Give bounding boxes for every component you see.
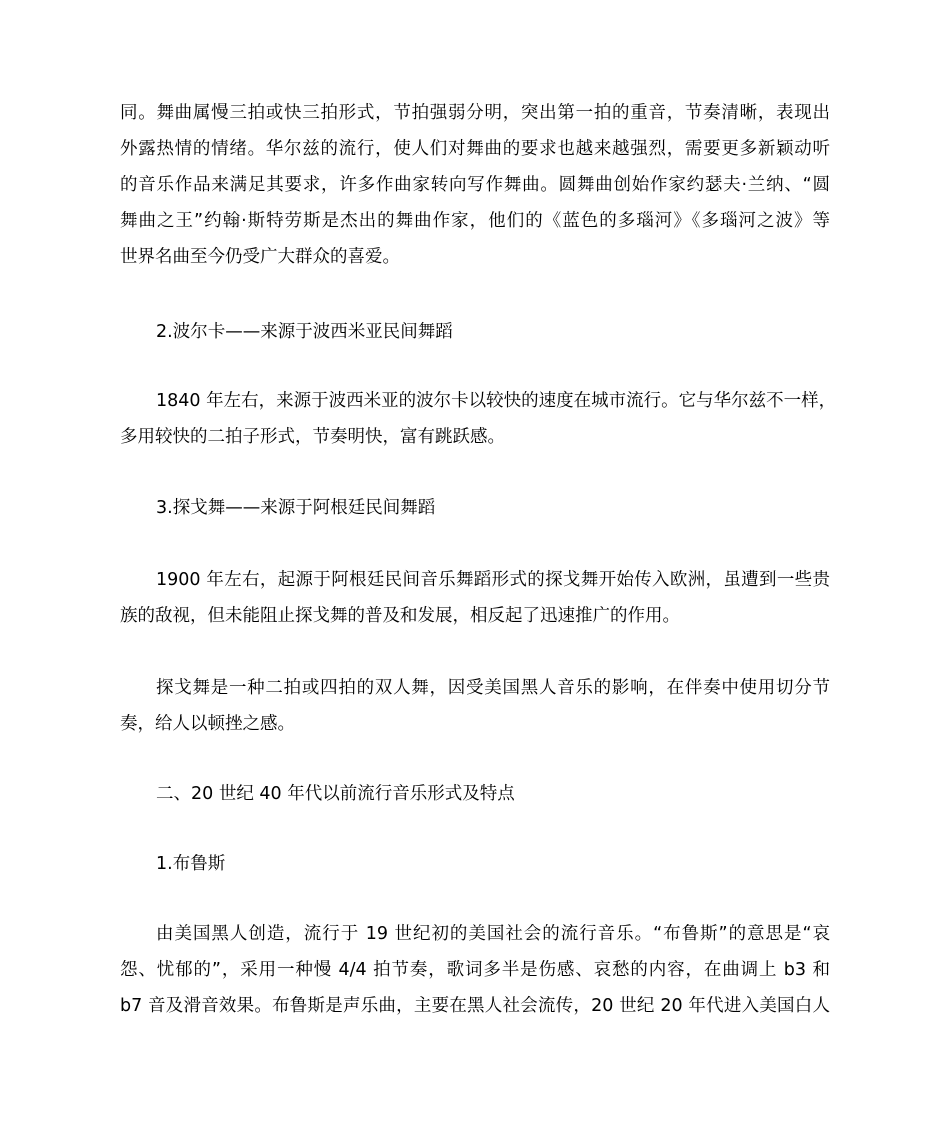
- text-line: 多用较快的二拍子形式，节奏明快，富有跳跃感。: [120, 427, 505, 447]
- paragraph-blues: [120, 916, 830, 1024]
- text-line: 外露热情的情绪。华尔兹的流行，使人们对舞曲的要求也越来越强烈，需要更多新颖动听: [120, 139, 830, 159]
- text-line: 的音乐作品来满足其要求，许多作曲家转向写作舞曲。圆舞曲创始作家约瑟夫·兰纳、“圆: [120, 175, 830, 195]
- text-line: 由美国黑人创造，流行于 19 世纪初的美国社会的流行音乐。“布鲁斯”的意思是“哀: [156, 924, 830, 944]
- text-line: 1840 年左右，来源于波西米亚的波尔卡以较快的速度在城市流行。它与华尔兹不一样，: [156, 391, 837, 411]
- paragraph-waltz-continued: [120, 95, 830, 275]
- heading-polka: [120, 314, 830, 350]
- text-line: 3.探戈舞——来源于阿根廷民间舞蹈: [156, 498, 436, 518]
- text-line: 1.布鲁斯: [156, 854, 226, 874]
- text-line: 1900 年左右，起源于阿根廷民间音乐舞蹈形式的探戈舞开始传入欧洲，虽遭到一些贵: [156, 570, 830, 590]
- text-line: 同。舞曲属慢三拍或快三拍形式，节拍强弱分明，突出第一拍的重音，节奏清晰，表现出: [120, 103, 830, 123]
- text-line: b7 音及滑音效果。布鲁斯是声乐曲，主要在黑人社会流传，20 世纪 20 年代进入美国白人: [120, 996, 830, 1016]
- heading-blues: [120, 846, 830, 882]
- text-line: 世界名曲至今仍受广大群众的喜爱。: [120, 247, 400, 267]
- paragraph-tango-2: [120, 670, 830, 742]
- paragraph-polka: [120, 383, 837, 455]
- paragraph-tango-1: [120, 562, 830, 634]
- text-line: 二、20 世纪 40 年代以前流行音乐形式及特点: [156, 784, 515, 804]
- text-line: 怨、忧郁的”，采用一种慢 4/4 拍节奏，歌词多半是伤感、哀愁的内容，在曲调上 b3 和: [120, 960, 830, 980]
- text-line: 探戈舞是一种二拍或四拍的双人舞，因受美国黑人音乐的影响，在伴奏中使用切分节: [156, 678, 830, 698]
- text-line: 舞曲之王”约翰·斯特劳斯是杰出的舞曲作家，他们的《蓝色的多瑙河》《多瑙河之波》等: [120, 211, 830, 231]
- text-line: 奏，给人以顿挫之感。: [120, 714, 295, 734]
- text-line: 族的敌视，但未能阻止探戈舞的普及和发展，相反起了迅速推广的作用。: [120, 606, 680, 626]
- text-line: 2.波尔卡——来源于波西米亚民间舞蹈: [156, 322, 453, 342]
- heading-section-two: [120, 776, 830, 812]
- heading-tango: [120, 490, 830, 526]
